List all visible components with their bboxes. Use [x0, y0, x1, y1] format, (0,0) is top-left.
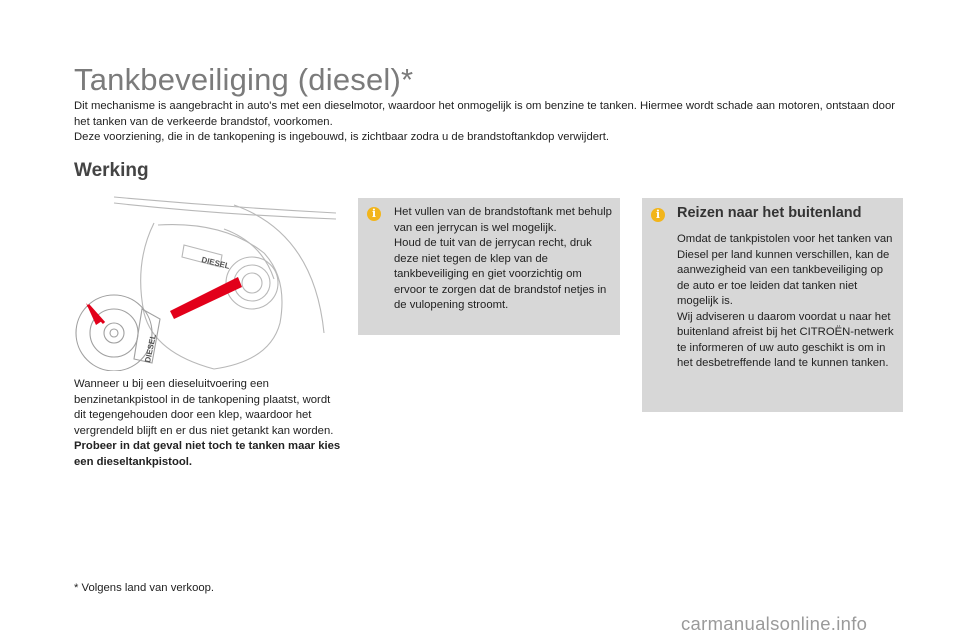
- fuel-cap-illustration: [74, 193, 338, 371]
- intro-paragraph: Deze voorziening, die in de tankopening is ingebouwd, is zichtbaar zodra u de brandstoftankdop verwijdert.: [74, 131, 610, 143]
- info-box-abroad: [642, 198, 903, 412]
- werking-text: [74, 377, 342, 470]
- info-box-text: [394, 205, 614, 314]
- werking-warning: Probeer in dat geval niet toch te tanken maar kies een dieseltankpistool.: [74, 440, 341, 468]
- fuel-filler-drawing: [74, 193, 338, 371]
- intro-paragraph: Dit mechanisme is aangebracht in auto's met een dieselmotor, waardoor het onmogelijk is om benzine te tanken. Hiermee wordt schade aan motoren, ontstaan door het tanken van de verkeerde brandstof, voorkomen.: [74, 100, 896, 128]
- section-heading-werking: Werking: [74, 160, 149, 181]
- page-title: Tankbeveiliging (diesel)*: [74, 62, 414, 97]
- info-box-text: [677, 232, 897, 372]
- info-icon: i: [367, 207, 381, 221]
- footnote: * Volgens land van verkoop.: [74, 582, 215, 594]
- info-line: Omdat de tankpistolen voor het tanken van Diesel per land kunnen verschillen, kan de aanwezigheid van een tankbeveiliging op de auto er toe leiden dat tanken niet mogelijk is.: [677, 233, 893, 307]
- info-line: Houd de tuit van de jerrycan recht, druk deze niet tegen de klep van de tankbeveiliging en giet voorzichtig om ervoor te zorgen dat de brandstof netjes in de vulopening stroomt.: [394, 237, 607, 311]
- intro-text: [74, 99, 904, 146]
- watermark: carmanualsonline.info: [681, 613, 868, 634]
- diesel-label-side: DIESEL: [143, 333, 158, 364]
- info-box-jerrycan: [358, 198, 620, 335]
- diesel-label-top: DIESEL: [200, 255, 231, 271]
- werking-paragraph: Wanneer u bij een dieseluitvoering een benzinetankpistool in de tankopening plaatst, wordt dit tegengehouden door een klep, waardoor het vergrendeld blijft en er dus niet getankt kan worden.: [74, 378, 334, 437]
- info-line: Wij adviseren u daarom voordat u naar het buitenland afreist bij het CITROËN-netwerk te informeren of uw auto geschikt is om in het desbetreffende land te kunnen tanken.: [677, 310, 894, 369]
- info-box-heading: Reizen naar het buitenland: [677, 205, 862, 221]
- info-line: Het vullen van de brandstoftank met behulp van een jerrycan is wel mogelijk.: [394, 206, 612, 234]
- info-icon: i: [651, 208, 665, 222]
